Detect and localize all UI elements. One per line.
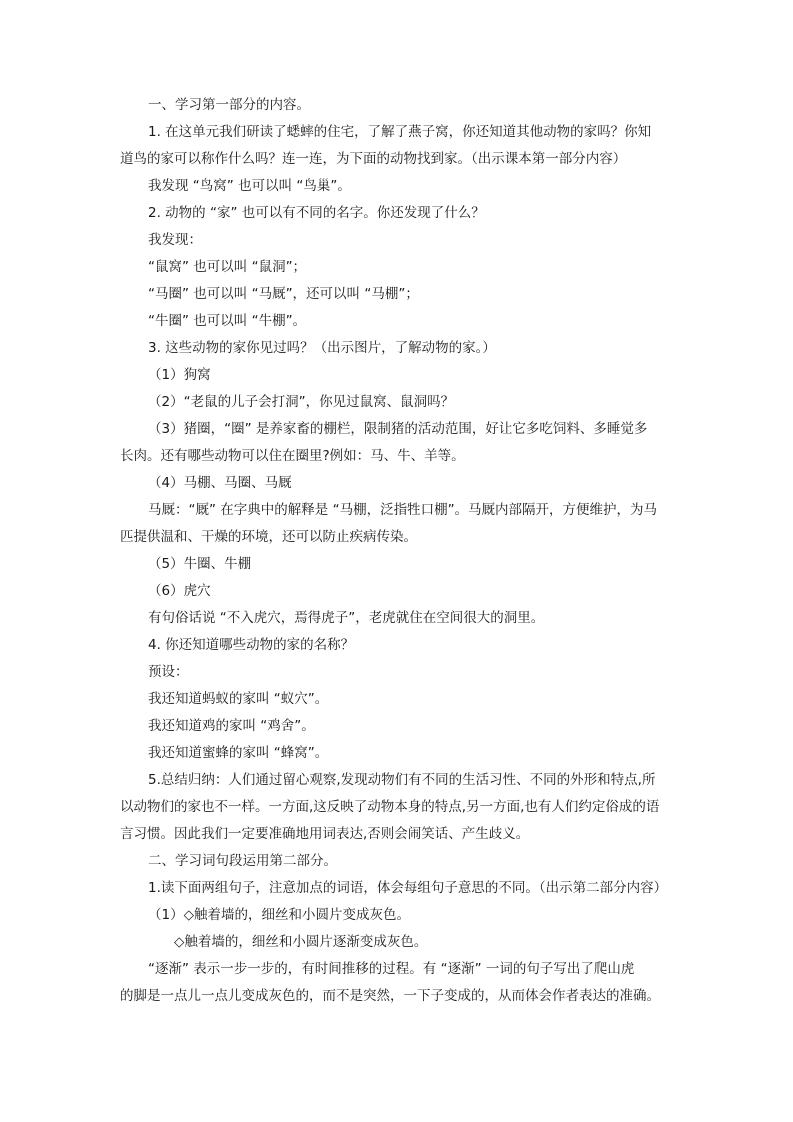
paragraph-line: 有句俗话说 “不入虎穴，焉得虎子”，老虎就住在空间很大的洞里。 bbox=[148, 610, 545, 626]
list-item: （6）虎穴 bbox=[148, 583, 211, 599]
paragraph-line: “逐渐” 表示一步一步的，有时间推移的过程。有 “逐渐” 一词的句子写出了爬山虎 bbox=[148, 961, 635, 977]
list-item: （3）猪圈，“圈” 是养家畜的棚栏，限制猪的活动范围，好让它多吃饲料、多睡觉多 bbox=[148, 421, 648, 437]
paragraph-line: 我发现： bbox=[148, 232, 202, 248]
paragraph-line: 匹提供温和、干燥的环境，还可以防止疾病传染。 bbox=[120, 529, 417, 545]
list-item: ◇触着墙的，细丝和小圆片逐渐变成灰色。 bbox=[174, 934, 428, 950]
paragraph-line: 我还知道鸡的家叫 “鸡舍”。 bbox=[148, 718, 315, 734]
paragraph-line: 我还知道蚂蚁的家叫 “蚁穴”。 bbox=[148, 691, 329, 707]
list-item: （1）狗窝 bbox=[148, 367, 211, 383]
paragraph-line: 预设： bbox=[148, 664, 189, 680]
paragraph-line: 我发现 “鸟窝” 也可以叫 “鸟巢”。 bbox=[148, 178, 351, 194]
paragraph-line: “鼠窝” 也可以叫 “鼠洞”； bbox=[148, 259, 307, 275]
document-body bbox=[120, 92, 680, 1010]
list-item: （1）◇触着墙的，细丝和小圆片变成灰色。 bbox=[148, 907, 410, 923]
paragraph-line: 4. 你还知道哪些动物的家的名称？ bbox=[148, 637, 355, 653]
section-heading-2: 二、学习词句段运用第二部分。 bbox=[148, 853, 337, 869]
paragraph-line: “牛圈” 也可以叫 “牛棚”。 bbox=[148, 313, 307, 329]
paragraph-line: 1.读下面两组句子，注意加点的词语，体会每组句子意思的不同。（出示第二部分内容） bbox=[148, 880, 668, 896]
paragraph-line: 3. 这些动物的家你见过吗？（出示图片，了解动物的家。） bbox=[148, 340, 496, 356]
paragraph-line: 长肉。还有哪些动物可以住在圈里?例如：马、牛、羊等。 bbox=[120, 448, 465, 464]
paragraph-line: 5.总结归纳：人们通过留心观察,发现动物们有不同的生活习性、不同的外形和特点,所 bbox=[148, 772, 656, 788]
paragraph-line: 1. 在这单元我们研读了蟋蟀的住宅，了解了燕子窝，你还知道其他动物的家吗？你知 bbox=[148, 124, 652, 140]
paragraph-line: 的脚是一点儿一点儿变成灰色的，而不是突然，一下子变成的，从而体会作者表达的准确。 bbox=[120, 988, 660, 1004]
paragraph-line: 我还知道蜜蜂的家叫 “蜂窝”。 bbox=[148, 745, 329, 761]
section-heading-1: 一、学习第一部分的内容。 bbox=[148, 97, 310, 113]
paragraph-line: 以动物们的家也不一样。一方面,这反映了动物本身的特点,另一方面,也有人们约定俗成的语 bbox=[120, 799, 660, 815]
paragraph-line: 2. 动物的 “家” 也可以有不同的名字。你还发现了什么？ bbox=[148, 205, 485, 221]
paragraph-line: 马厩：“厩” 在字典中的解释是 “马棚，泛指牲口棚”。马厩内部隔开，方便维护，为马 bbox=[148, 502, 658, 518]
paragraph-line: “马圈” 也可以叫 “马厩”，还可以叫 “马棚”； bbox=[148, 286, 419, 302]
list-item: （2）“老鼠的儿子会打洞”，你见过鼠窝、鼠洞吗？ bbox=[148, 394, 455, 410]
paragraph-line: 道鸟的家可以称作什么吗？连一连，为下面的动物找到家。（出示课本第一部分内容） bbox=[120, 151, 627, 167]
list-item: （4）马棚、马圈、马厩 bbox=[148, 475, 292, 491]
paragraph-line: 言习惯。因此我们一定要准确地用词表达,否则会闹笑话、产生歧义。 bbox=[120, 826, 530, 842]
list-item: （5）牛圈、牛棚 bbox=[148, 556, 252, 572]
